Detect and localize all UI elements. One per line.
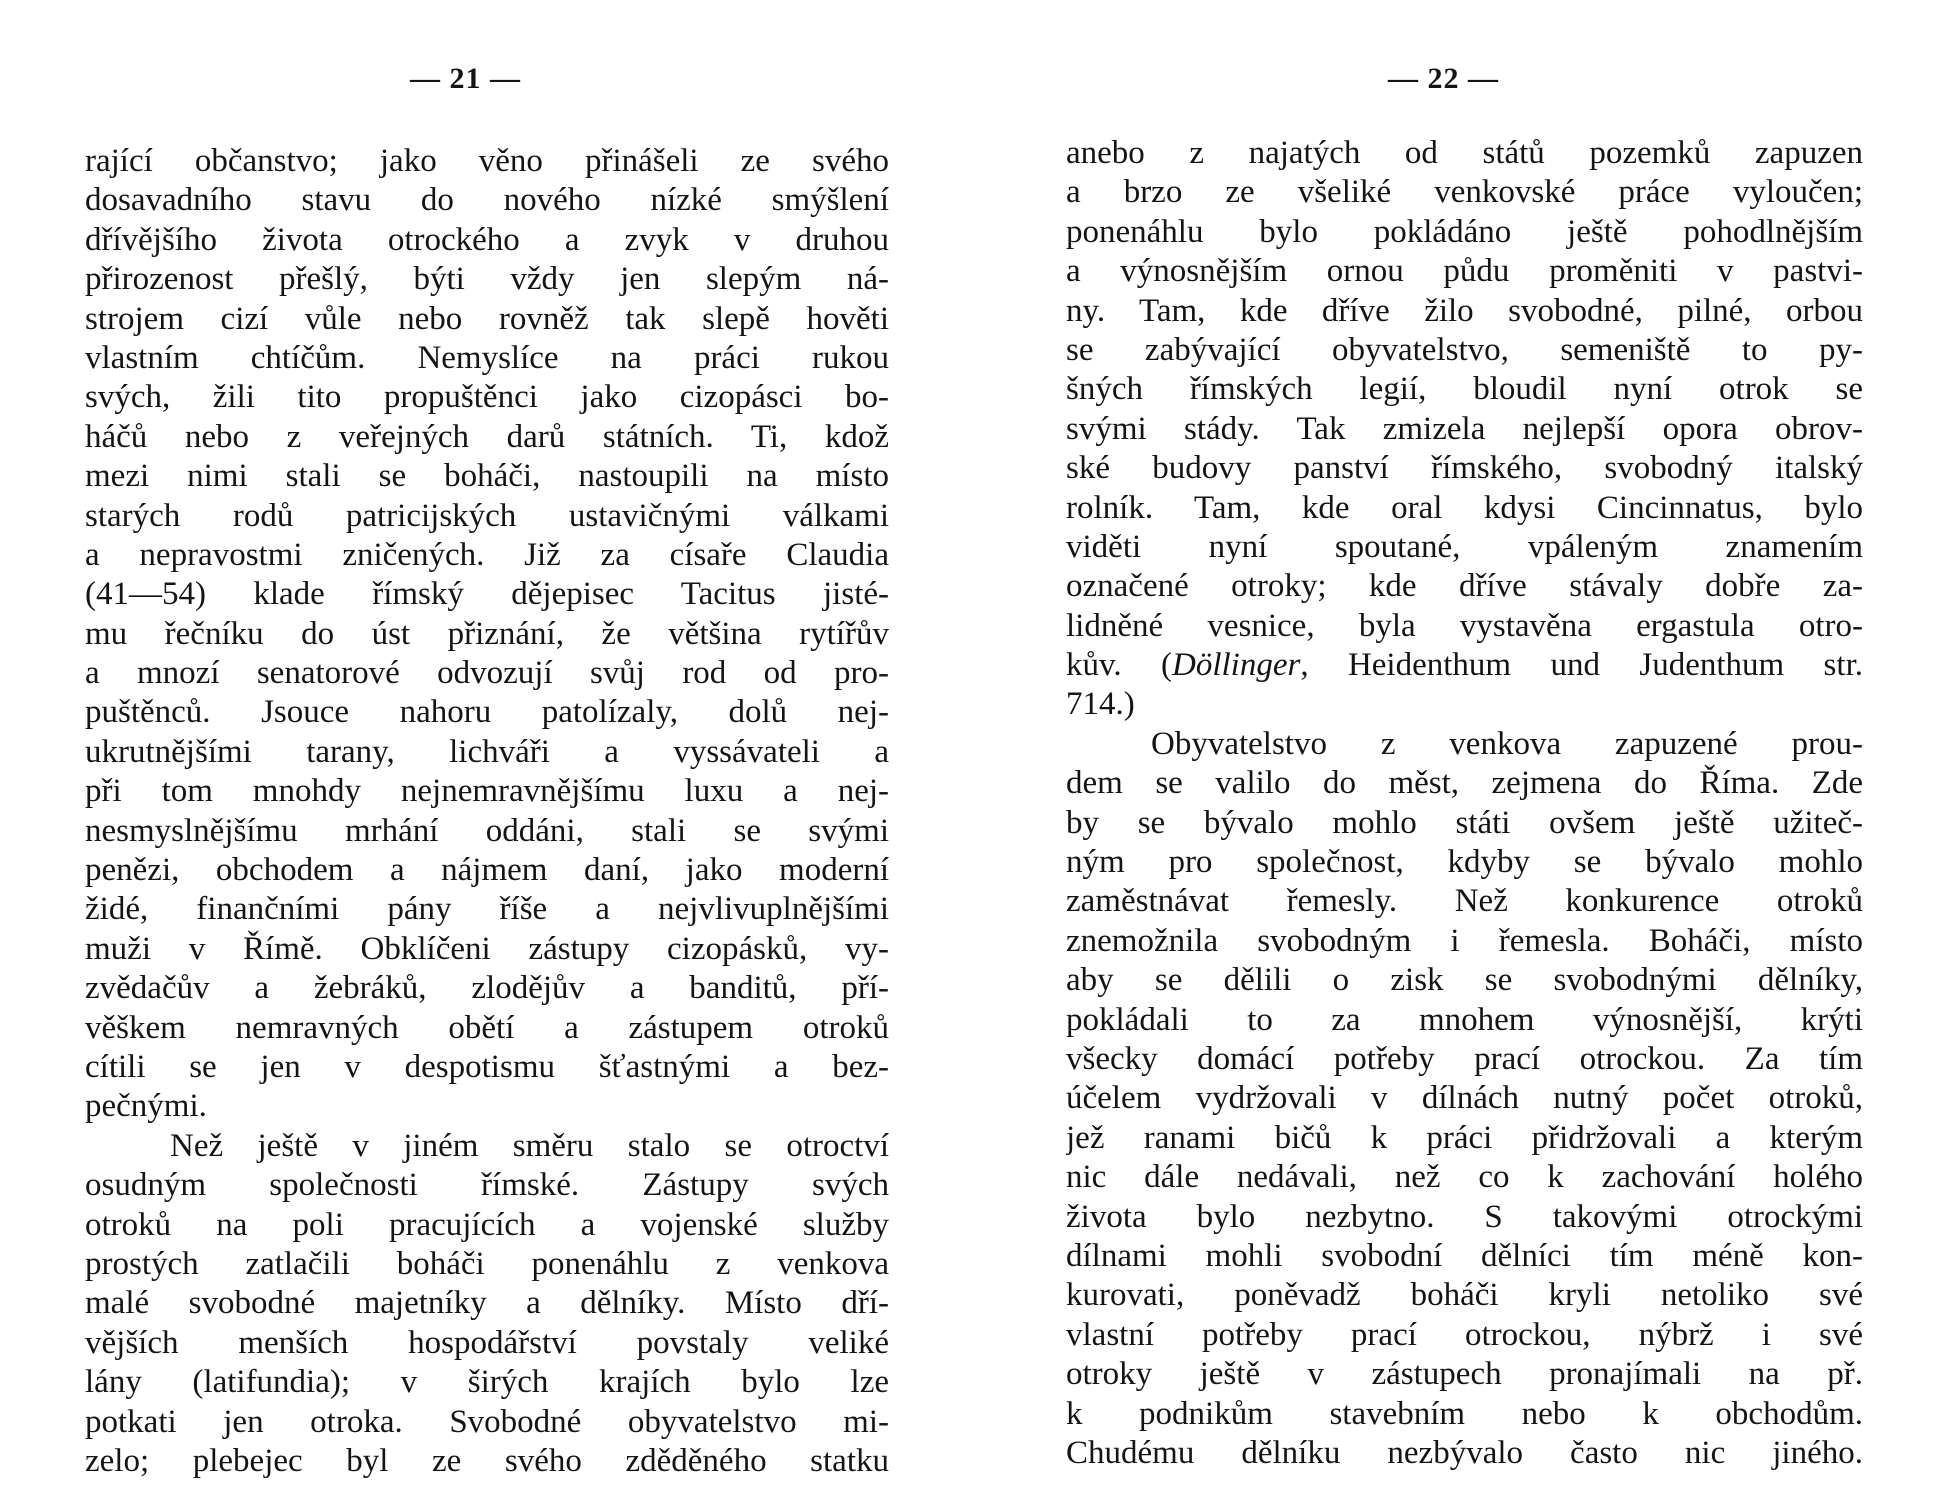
text-line: prostých zatlačili boháči ponenáhlu z venkova bbox=[85, 1245, 889, 1282]
text-line: při tom mnohdy nejnemravnějšímu luxu a nej- bbox=[85, 773, 889, 810]
text-line: strojem cizí vůle nebo rovněž tak slepě hověti bbox=[85, 300, 889, 337]
text-line: pokládali to za mnohem výnosnější, krýti bbox=[1066, 1001, 1863, 1038]
text-line: dosavadního stavu do nového nízké smýšlení bbox=[85, 182, 889, 219]
right-page-text bbox=[1066, 134, 1863, 1473]
text-line: puštěnců. Jsouce nahoru patolízaly, dolů nej- bbox=[85, 694, 889, 731]
right-page bbox=[975, 0, 1950, 1500]
text-line: mezi nimi stali se boháči, nastoupili na místo bbox=[85, 458, 889, 495]
text-line: dílnami mohli svobodní dělníci tím méně kon- bbox=[1066, 1237, 1863, 1274]
text-line: zaměstnávat řemesly. Než konkurence otroků bbox=[1066, 883, 1863, 920]
text-line: rající občanstvo; jako věno přinášeli ze svého bbox=[85, 143, 889, 179]
text-fragment: kův. ( bbox=[1066, 647, 1172, 684]
citation-author: Döllinger bbox=[1171, 647, 1301, 684]
text-line: viděti nyní spoutané, vpáleným znamením bbox=[1066, 528, 1863, 565]
text-line: k podnikům stavebním nebo k obchodům. bbox=[1066, 1395, 1863, 1432]
text-line: otroků na poli pracujících a vojenské služby bbox=[85, 1206, 889, 1243]
text-line: lány (latifundia); v širých krajích bylo lze bbox=[85, 1364, 889, 1401]
text-line: vlastní potřeby prací otrockou, nýbrž i své bbox=[1066, 1316, 1863, 1353]
left-page-text bbox=[85, 142, 889, 1481]
text-line: a mnozí senatorové odvozují svůj rod od pro- bbox=[85, 655, 889, 692]
text-line: židé, finančními pány říše a nejvlivuplnějšími bbox=[85, 891, 889, 928]
text-line: mu řečníku do úst přiznání, že většina rytířův bbox=[85, 615, 889, 652]
text-line: lidněné vesnice, byla vystavěna ergastula otro- bbox=[1066, 607, 1863, 644]
text-line: vlastním chtíčům. Nemyslíce na práci rukou bbox=[85, 339, 889, 376]
text-line: svými stády. Tak zmizela nejlepší opora obrov- bbox=[1066, 410, 1863, 447]
page-number-right: — 22 — bbox=[1388, 62, 1499, 95]
text-line: nic dále nedávali, než co k zachování holého bbox=[1066, 1159, 1863, 1196]
text-line: znemožnila svobodným i řemesla. Boháči, místo bbox=[1066, 922, 1863, 959]
text-line: aby se dělili o zisk se svobodnými dělníky, bbox=[1066, 962, 1863, 999]
page-number-left: — 21 — bbox=[410, 62, 521, 95]
text-line: Chudému dělníku nezbývalo často nic jiného. bbox=[1066, 1434, 1863, 1471]
text-line: cítili se jen v despotismu šťastnými a bez- bbox=[85, 1048, 889, 1085]
text-line: pečnými. bbox=[85, 1088, 207, 1125]
text-line: (41—54) klade římský dějepisec Tacitus jisté- bbox=[85, 576, 889, 613]
text-line: penězi, obchodem a nájmem daní, jako moderní bbox=[85, 852, 889, 889]
text-line: jež ranami bičů k práci přidržovali a kterým bbox=[1066, 1119, 1863, 1156]
text-line: potkati jen otroka. Svobodné obyvatelstvo mi- bbox=[85, 1403, 889, 1440]
text-line: účelem vydržovali v dílnách nutný počet otroků, bbox=[1066, 1080, 1863, 1117]
text-line: ponenáhlu bylo pokládáno ještě pohodlnějším bbox=[1066, 213, 1863, 250]
text-line: se zabývající obyvatelstvo, semeniště to py- bbox=[1066, 331, 1863, 368]
text-line: života bylo nezbytno. S takovými otrockými bbox=[1066, 1198, 1863, 1235]
text-line: kurovati, poněvadž boháči kryli netoliko své bbox=[1066, 1277, 1863, 1314]
text-line: zvědačův a žebráků, zlodějův a banditů, pří- bbox=[85, 970, 889, 1007]
text-line: dřívějšího života otrockého a zvyk v druhou bbox=[85, 221, 889, 258]
text-line: starých rodů patricijských ustavičnými válkami bbox=[85, 497, 889, 534]
text-line: anebo z najatých od států pozemků zapuzen bbox=[1066, 135, 1863, 171]
text-line: otroky ještě v zástupech pronajímali na př. bbox=[1066, 1356, 1863, 1393]
text-line: ské budovy panství římského, svobodný italský bbox=[1066, 450, 1863, 487]
text-line: a brzo ze všeliké venkovské práce vyloučen; bbox=[1066, 174, 1863, 211]
text-line: zelo; plebejec byl ze svého zděděného statku bbox=[85, 1442, 889, 1479]
text-line: označené otroky; kde dříve stávaly dobře za- bbox=[1066, 568, 1863, 605]
text-line: vějších menších hospodářství povstaly veliké bbox=[85, 1324, 889, 1361]
text-line: háčů nebo z veřejných darů státních. Ti, kdož bbox=[85, 418, 889, 455]
text-line: ným pro společnost, kdyby se bývalo mohlo bbox=[1066, 844, 1863, 881]
text-line: ny. Tam, kde dříve žilo svobodné, pilné, orbou bbox=[1066, 292, 1863, 329]
text-line: svých, žili tito propuštěnci jako cizopásci bo- bbox=[85, 379, 889, 416]
text-line: osudným společnosti římské. Zástupy svých bbox=[85, 1167, 889, 1204]
text-line: rolník. Tam, kde oral kdysi Cincinnatus, bylo bbox=[1066, 489, 1863, 526]
text-line: nesmyslnějšímu mrhání oddáni, stali se svými bbox=[85, 812, 889, 849]
text-line: muži v Římě. Obklíčeni zástupy cizopásků, vy- bbox=[85, 930, 889, 967]
text-line: a výnosnějším ornou půdu proměniti v pastvi- bbox=[1066, 253, 1863, 290]
text-line-with-citation bbox=[1066, 646, 1863, 685]
text-line: by se bývalo mohlo státi ovšem ještě užiteč- bbox=[1066, 804, 1863, 841]
text-fragment: , Heidenthum und Judenthum str. bbox=[1300, 647, 1863, 684]
text-line: a nepravostmi zničených. Již za císaře Claudia bbox=[85, 536, 889, 573]
text-line: 714.) bbox=[1066, 686, 1135, 723]
text-line: ukrutnějšími tarany, lichváři a vyssávateli a bbox=[85, 733, 889, 770]
text-line: věškem nemravných obětí a zástupem otroků bbox=[85, 1009, 889, 1046]
text-line: šných římských legií, bloudil nyní otrok se bbox=[1066, 371, 1863, 408]
text-line: Než ještě v jiném směru stalo se otroctví bbox=[170, 1127, 889, 1164]
text-line: Obyvatelstvo z venkova zapuzené prou- bbox=[1151, 725, 1863, 762]
text-line: malé svobodné majetníky a dělníky. Místo dří- bbox=[85, 1285, 889, 1322]
text-line: dem se valilo do měst, zejmena do Říma. Zde bbox=[1066, 765, 1863, 802]
text-line: všecky domácí potřeby prací otrockou. Za tím bbox=[1066, 1040, 1863, 1077]
text-line: přirozenost přešlý, býti vždy jen slepým ná- bbox=[85, 261, 889, 298]
